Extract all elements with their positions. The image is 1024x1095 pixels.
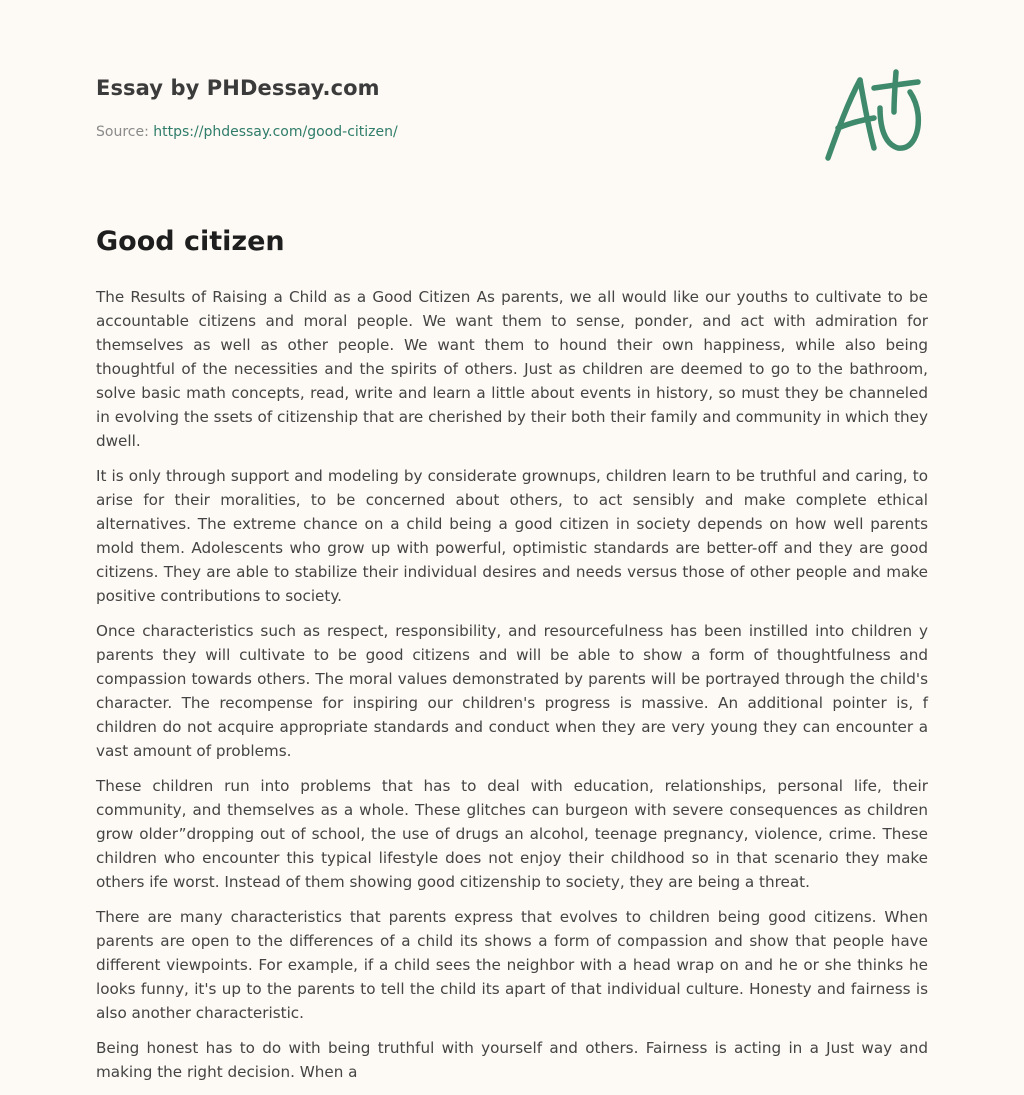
essay-paragraph: Once characteristics such as respect, responsibility, and resourcefulness has been instilled into children y parents they will cultivate to be good citizens and will be able to show a form of thoughtfulness and compassion towards others. The moral values demonstrated by parents will be portrayed through the child's character. The recompense for inspiring our children's progress is massive. An additional pointer is, f children do not acquire appropriate standards and conduct when they are very young they can encounter a vast amount of problems. — [96, 622, 928, 760]
source-label: Source: — [96, 124, 149, 140]
essay-title: Good citizen — [96, 226, 285, 257]
essay-paragraph: It is only through support and modeling by considerate grownups, children learn to be truthful and caring, to arise for their moralities, to be concerned about others, to act sensibly and make complete ethical alternatives. The extreme chance on a child being a good citizen in society depends on how well parents mold them. Adolescents who grow up with powerful, optimistic standards are better-off and they are good citizens. They are able to stabilize their individual desires and needs versus those of other people and make positive contributions to society. — [96, 467, 928, 605]
essay-body — [96, 285, 928, 1095]
essay-paragraph: The Results of Raising a Child as a Good Citizen As parents, we all would like our youths to cultivate to be accountable citizens and moral people. We want them to sense, ponder, and act with admiration for themselves as well as other people. We want them to hound their own happiness, while also being thoughtful of the necessities and the spirits of others. Just as children are deemed to go to the bathroom, solve basic math concepts, read, write and learn a little about events in history, so must they be channeled in evolving the ssets of citizenship that are cherished by their both their family and community in which they dwell. — [96, 288, 928, 450]
a-plus-logo — [822, 68, 926, 164]
essay-paragraph: These children run into problems that has to deal with education, relationships, personal life, their community, and themselves as a whole. These glitches can burgeon with severe consequences as children grow older”dropping out of school, the use of drugs an alcohol, teenage pregnancy, violence, crime. These children who encounter this typical lifestyle does not enjoy their childhood so in that scenario they make others ife worst. Instead of them showing good citizenship to society, they are being a threat. — [96, 777, 928, 891]
essay-paragraph: Being honest has to do with being truthful with yourself and others. Fairness is acting in a Just way and making the right decision. When a — [96, 1039, 928, 1081]
essay-paragraph: There are many characteristics that parents express that evolves to children being good citizens. When parents are open to the differences of a child its shows a form of compassion and show that people have different viewpoints. For example, if a child sees the neighbor with a head wrap on and he or she thinks he looks funny, it's up to the parents to tell the child its apart of that individual culture. Honesty and fairness is also another characteristic. — [96, 908, 928, 1022]
source-line — [96, 124, 398, 140]
site-title: Essay by PHDessay.com — [96, 76, 380, 100]
source-link[interactable]: https://phdessay.com/good-citizen/ — [153, 124, 398, 140]
